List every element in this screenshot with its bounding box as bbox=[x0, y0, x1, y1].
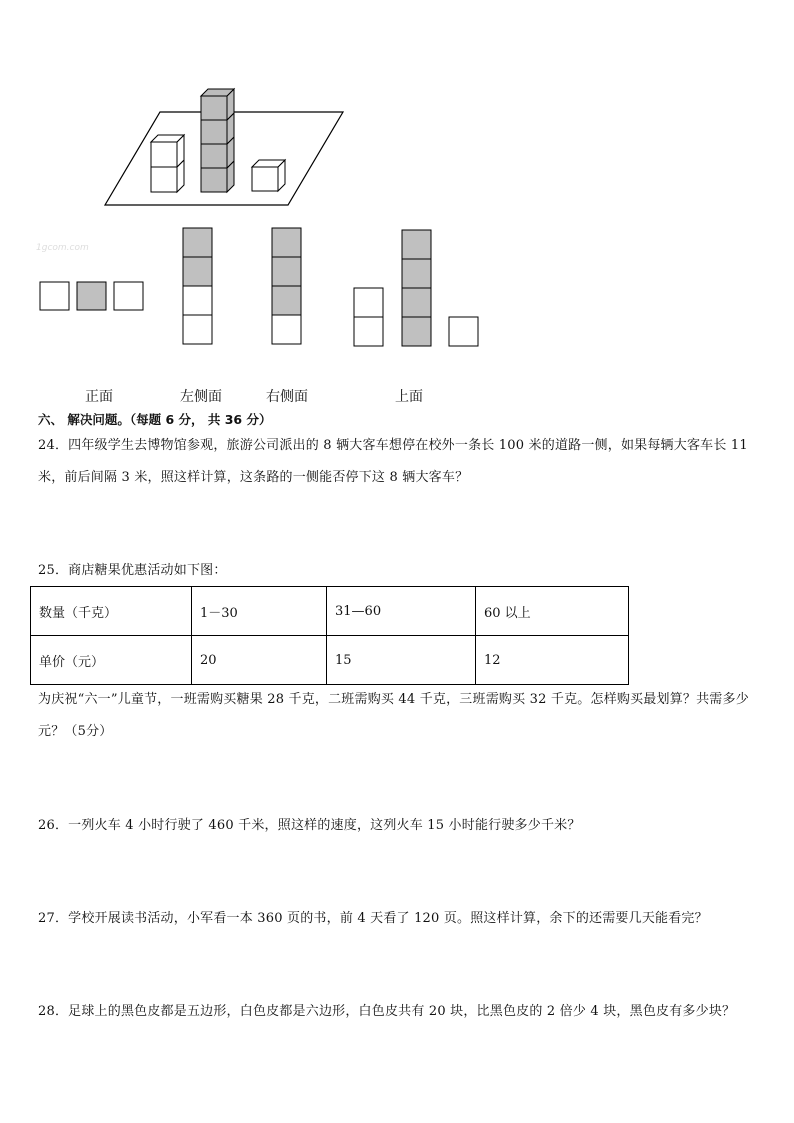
left-cube-stack bbox=[151, 135, 184, 192]
question-26: 26．一列火车 4 小时行驶了 460 千米，照这样的速度，这列火车 15 小时能行驶多少千米？ bbox=[38, 818, 581, 833]
single-cube bbox=[252, 160, 285, 191]
table-cell: 单价（元） bbox=[31, 636, 192, 685]
table-row bbox=[31, 587, 629, 636]
cube-arrangement-figure bbox=[100, 80, 350, 210]
top-view-right bbox=[449, 317, 478, 346]
question-25-text: 为庆祝“六一”儿童节，一班需购买糖果 28 千克，二班需购买 44 千克，三班需购买 32 千克。怎样购买最划算？共需多少元？（5分） bbox=[38, 692, 749, 739]
question-25-intro: 25．商店糖果优惠活动如下图： bbox=[38, 563, 227, 578]
table-cell: 20 bbox=[192, 636, 327, 685]
question-27: 27．学校开展读书活动，小军看一本 360 页的书，前 4 天看了 120 页。照这样计算，余下的还需要几天能看完？ bbox=[38, 911, 708, 926]
top-view-left bbox=[354, 288, 383, 346]
table-cell: 15 bbox=[327, 636, 476, 685]
price-table bbox=[30, 586, 629, 685]
section-heading: 六、 解决问题。（每题 6 分， 共 36 分） bbox=[38, 412, 272, 427]
label-top: 上面 bbox=[395, 389, 423, 405]
left-side-view bbox=[183, 228, 212, 344]
watermark: 1gcom.com bbox=[36, 243, 89, 253]
table-cell: 31—60 bbox=[327, 587, 476, 636]
label-right-side: 右侧面 bbox=[266, 389, 308, 405]
table-cell: 数量（千克） bbox=[31, 587, 192, 636]
front-view bbox=[40, 282, 143, 310]
table-cell: 1－30 bbox=[192, 587, 327, 636]
question-28: 28．足球上的黑色皮都是五边形，白色皮都是六边形，白色皮共有 20 块，比黑色皮的 2 倍少 4 块，黑色皮有多少块？ bbox=[38, 1004, 736, 1019]
tall-cube-stack bbox=[201, 89, 234, 192]
right-side-view bbox=[272, 228, 301, 344]
table-cell: 60 以上 bbox=[476, 587, 629, 636]
table-row bbox=[31, 636, 629, 685]
views-figure bbox=[38, 226, 483, 350]
table-cell: 12 bbox=[476, 636, 629, 685]
top-view-middle bbox=[402, 230, 431, 346]
label-front: 正面 bbox=[85, 389, 113, 405]
label-left-side: 左侧面 bbox=[180, 389, 222, 405]
question-24: 24．四年级学生去博物馆参观，旅游公司派出的 8 辆大客车想停在校外一条长 100 米的道路一侧，如果每辆大客车长 11 米，前后间隔 3 米，照这样计算，这条路的一侧能否停下这 8 辆大客车？ bbox=[38, 438, 748, 485]
